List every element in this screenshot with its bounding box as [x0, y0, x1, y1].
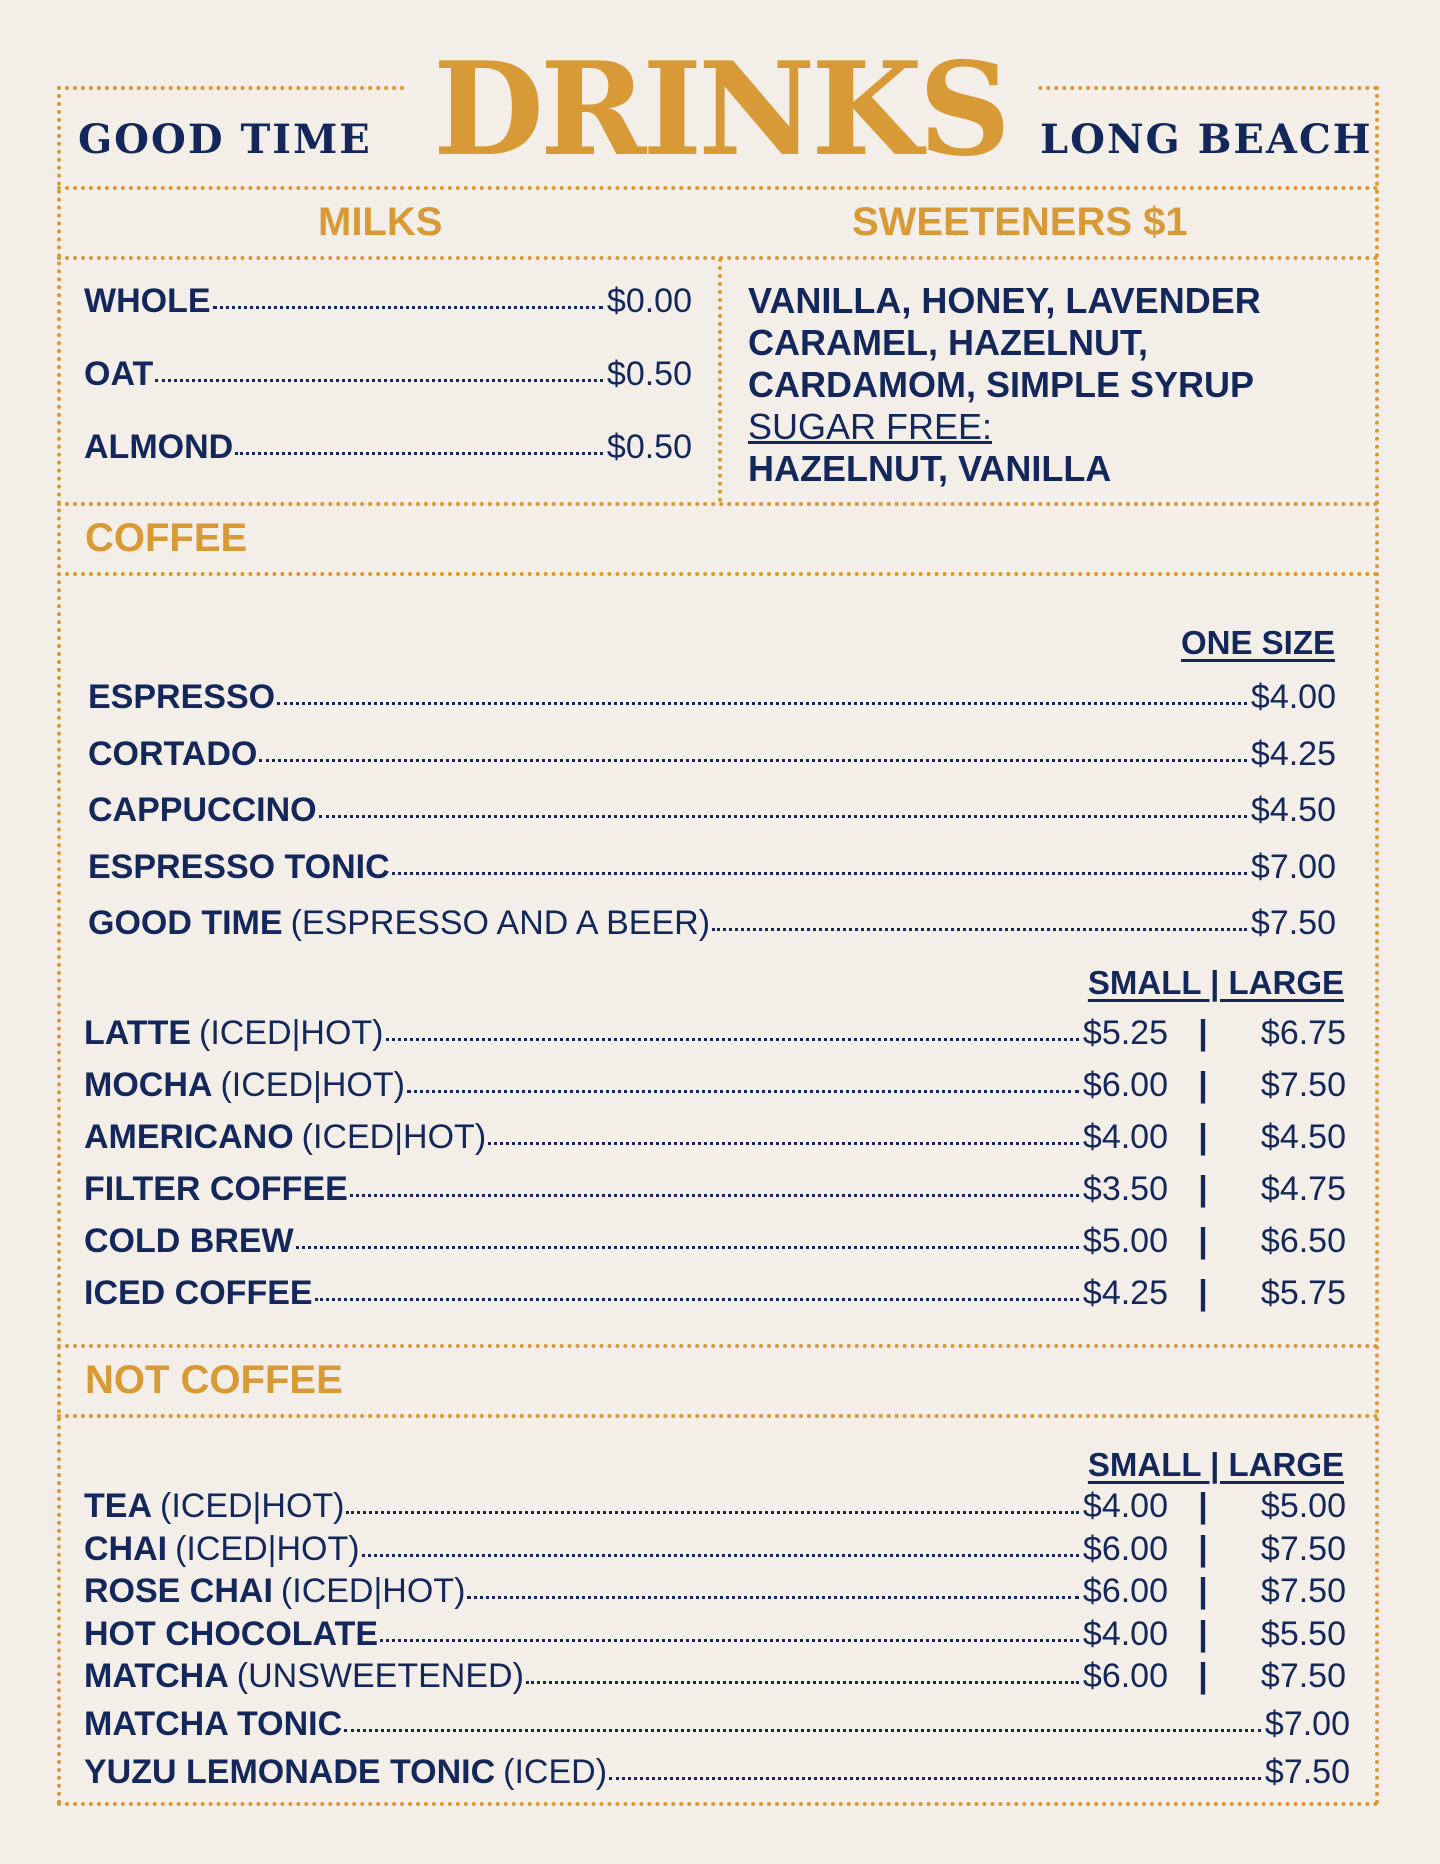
item-price: $4.00 [1250, 678, 1336, 716]
menu-item-row [84, 1487, 1346, 1531]
item-note: (ESPRESSO AND A BEER) [290, 904, 711, 942]
header-left-text: GOOD TIME [78, 116, 372, 163]
menu-item-row [88, 848, 1336, 892]
item-name: OAT [84, 355, 154, 393]
item-price: $0.50 [606, 355, 692, 393]
dot-leader [155, 355, 603, 382]
divider-coffee-top [57, 502, 1379, 506]
menu-item-row [88, 735, 1336, 779]
header-right-text: LONG BEACH [1040, 116, 1373, 163]
dot-leader [407, 1066, 1079, 1093]
price-large: $6.75 [1260, 1014, 1346, 1052]
size-separator: | [1198, 1487, 1208, 1525]
dot-leader [296, 1222, 1079, 1249]
item-price: $7.00 [1250, 847, 1336, 886]
dot-leader [235, 428, 603, 455]
item-name: FILTER COFFEE [84, 1170, 348, 1208]
item-note: (ICED|HOT) [301, 1118, 487, 1156]
price-small: $4.00 [1082, 1487, 1168, 1525]
dot-leader [362, 1530, 1079, 1557]
item-price: $0.00 [606, 282, 692, 320]
size-separator: | [1198, 1066, 1208, 1104]
dot-leader [392, 848, 1247, 875]
item-name: HOT CHOCOLATE [84, 1614, 379, 1653]
menu-item-row [84, 1705, 1350, 1749]
coffee-heading: COFFEE [85, 516, 248, 560]
item-price: $7.50 [1250, 904, 1336, 942]
item-price: $7.50 [1264, 1753, 1350, 1791]
dot-leader [609, 1753, 1261, 1780]
dot-leader [526, 1657, 1079, 1684]
price-small: $4.25 [1082, 1274, 1168, 1312]
size-separator: | [1198, 1657, 1208, 1695]
size-separator: | [1198, 1014, 1208, 1052]
dot-leader [259, 735, 1247, 762]
sweeteners-line: CARAMEL, HAZELNUT, [748, 322, 1148, 363]
sweeteners-line: CARDAMOM, SIMPLE SYRUP [748, 364, 1255, 405]
menu-item-row [84, 1222, 1346, 1266]
menu-item-row [88, 678, 1336, 722]
not-coffee-heading: NOT COFFEE [85, 1358, 343, 1402]
menu-item-row [84, 1170, 1346, 1214]
item-name: ROSE CHAI [84, 1572, 273, 1610]
item-name: CAPPUCCINO [88, 791, 317, 829]
price-large: $7.50 [1260, 1066, 1346, 1104]
one-size-label: ONE SIZE [1180, 624, 1335, 661]
price-large: $7.50 [1260, 1657, 1346, 1695]
sweeteners-line: VANILLA, HONEY, LAVENDER [748, 280, 1261, 321]
sweeteners-list [748, 280, 1261, 490]
size-separator: | [1198, 1274, 1208, 1312]
dot-leader [712, 904, 1247, 931]
item-note: (ICED|HOT) [220, 1066, 405, 1104]
item-name: GOOD TIME [88, 904, 283, 942]
item-name: AMERICANO [84, 1118, 294, 1156]
divider-milks-sweeteners [718, 258, 722, 502]
dot-leader [315, 1274, 1079, 1301]
menu-item-row [84, 1615, 1346, 1659]
price-small: $5.00 [1082, 1222, 1168, 1260]
price-small: $6.00 [1082, 1529, 1168, 1568]
item-price: $4.25 [1250, 734, 1336, 773]
price-large: $7.50 [1260, 1529, 1346, 1568]
menu-item-row [84, 1118, 1346, 1162]
item-note: (ICED|HOT) [280, 1572, 466, 1610]
price-small: $4.00 [1082, 1614, 1168, 1653]
price-large: $5.00 [1260, 1487, 1346, 1525]
dot-leader [346, 1487, 1078, 1514]
item-name: COLD BREW [84, 1222, 294, 1260]
dot-leader [344, 1705, 1261, 1732]
dot-leader [467, 1572, 1079, 1599]
price-large: $4.75 [1260, 1170, 1346, 1208]
page-title: DRINKS [433, 35, 1007, 185]
item-name: WHOLE [84, 282, 211, 320]
menu-item-row [84, 1572, 1346, 1616]
size-separator: | [1198, 1222, 1208, 1260]
menu-item-row [88, 791, 1336, 835]
not-coffee-size-label: SMALL | LARGE [1087, 1446, 1344, 1483]
divider-not-coffee-heading [57, 1414, 1379, 1418]
sweeteners-heading: SWEETENERS $1 [852, 200, 1188, 244]
price-small: $6.00 [1082, 1572, 1168, 1610]
menu-item-row [84, 1066, 1346, 1110]
item-name: CORTADO [88, 734, 258, 773]
menu-item-row [84, 1014, 1346, 1058]
dot-leader [488, 1118, 1079, 1145]
item-price: $4.50 [1250, 791, 1336, 829]
item-note: (ICED|HOT) [175, 1529, 360, 1568]
price-small: $4.00 [1082, 1118, 1168, 1156]
menu-item-row [84, 355, 692, 399]
coffee-size-label: SMALL | LARGE [1087, 964, 1344, 1001]
sugar-free-label: SUGAR FREE: [748, 406, 993, 447]
milks-heading: MILKS [318, 200, 443, 244]
item-note: (UNSWEETENED) [236, 1657, 524, 1695]
divider-not-coffee-top [57, 1344, 1379, 1348]
menu-item-row [88, 904, 1336, 948]
item-name: ESPRESSO [88, 678, 276, 716]
item-name: TEA [84, 1487, 152, 1525]
item-name: ESPRESSO TONIC [88, 847, 390, 886]
menu-item-row [84, 282, 692, 326]
size-separator: | [1198, 1614, 1208, 1653]
dot-leader [380, 1615, 1079, 1642]
dot-leader [277, 678, 1247, 705]
price-small: $3.50 [1082, 1170, 1168, 1208]
size-separator: | [1198, 1170, 1208, 1208]
size-separator: | [1198, 1529, 1208, 1568]
item-name: MOCHA [84, 1066, 213, 1104]
divider-header [57, 186, 1379, 190]
menu-item-row [84, 1657, 1346, 1701]
item-note: (ICED|HOT) [160, 1487, 345, 1525]
dot-leader [386, 1014, 1079, 1041]
item-name: ALMOND [84, 428, 234, 466]
menu-item-row [84, 1530, 1346, 1574]
dot-leader [213, 282, 603, 309]
price-small: $6.00 [1082, 1657, 1168, 1695]
menu-item-row [84, 428, 692, 472]
price-small: $6.00 [1082, 1066, 1168, 1104]
price-large: $7.50 [1260, 1572, 1346, 1610]
item-name: ICED COFFEE [84, 1274, 313, 1312]
item-note: (ICED) [503, 1753, 608, 1791]
size-separator: | [1198, 1118, 1208, 1156]
menu-item-row [84, 1274, 1346, 1318]
price-large: $5.50 [1260, 1614, 1346, 1653]
item-name: YUZU LEMONADE TONIC [84, 1753, 496, 1791]
item-name: MATCHA TONIC [84, 1705, 343, 1743]
price-large: $4.50 [1260, 1118, 1346, 1156]
divider-coffee-heading [57, 572, 1379, 576]
item-name: LATTE [84, 1014, 192, 1052]
dot-leader [319, 791, 1247, 818]
price-large: $5.75 [1260, 1274, 1346, 1312]
item-price: $7.00 [1264, 1705, 1350, 1743]
item-name: CHAI [84, 1529, 168, 1568]
dot-leader [350, 1170, 1079, 1197]
item-price: $0.50 [606, 428, 692, 466]
menu-item-row [84, 1753, 1350, 1797]
item-note: (ICED|HOT) [199, 1014, 384, 1052]
sugar-free-items: HAZELNUT, VANILLA [748, 448, 1112, 489]
price-large: $6.50 [1260, 1222, 1346, 1260]
price-small: $5.25 [1082, 1014, 1168, 1052]
item-name: MATCHA [84, 1657, 229, 1695]
size-separator: | [1198, 1572, 1208, 1610]
